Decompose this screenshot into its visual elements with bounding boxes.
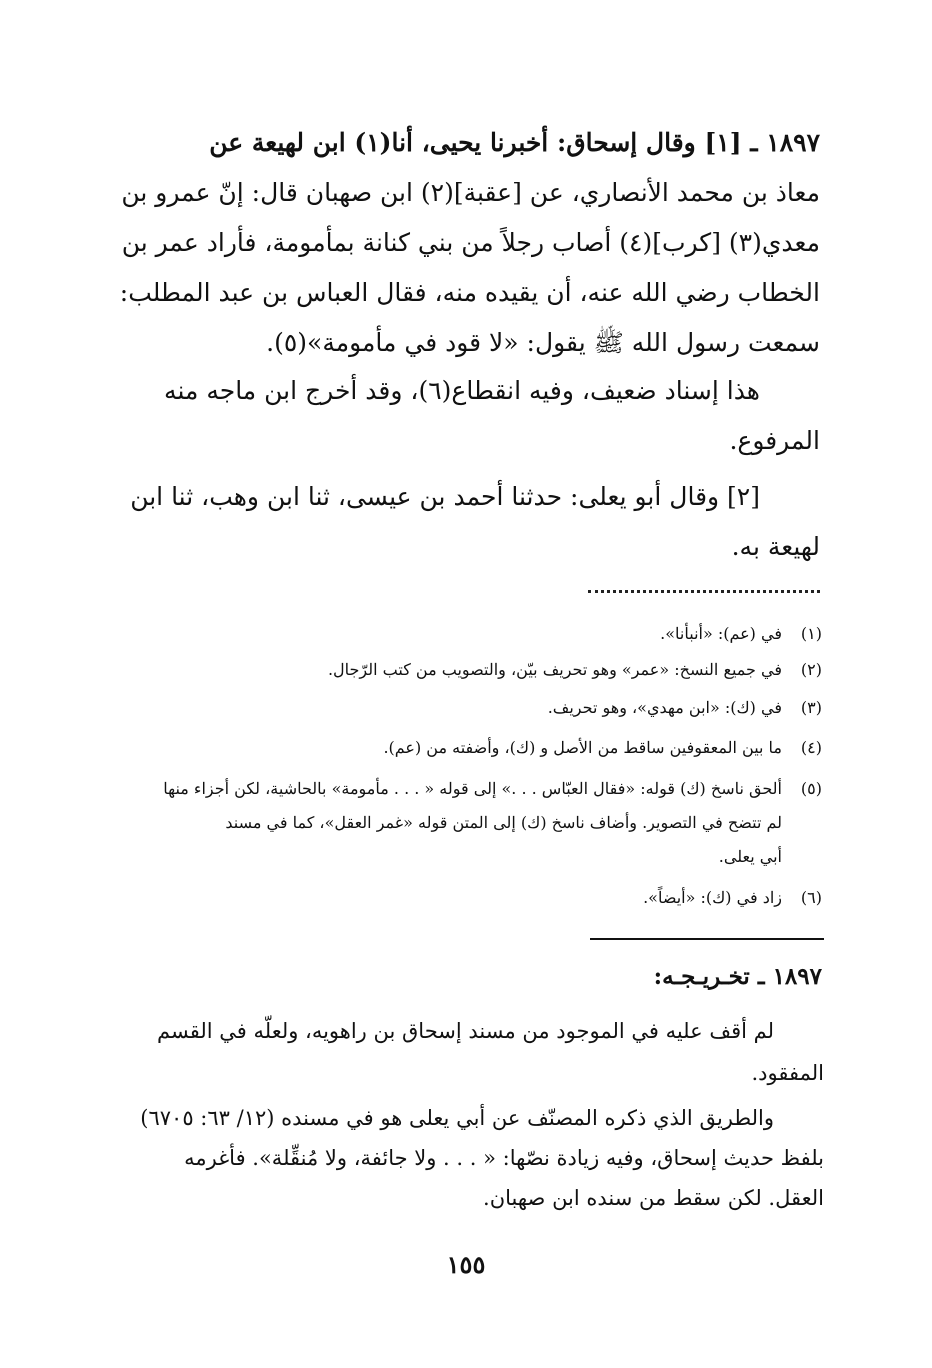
text-line: لم أقف عليه في الموجود من مسند إسحاق بن راهويه، ولعلّه في القسم xyxy=(157,1019,774,1043)
footnote-1 xyxy=(100,620,822,656)
text-line: المفقود. xyxy=(751,1061,824,1085)
takhrij-paragraph-1 xyxy=(104,1010,824,1094)
footnote-text: ما بين المعقوفين ساقط من الأصل و (ك)، وأضفته من (عم). xyxy=(383,738,782,757)
text-line: بلفظ حديث إسحاق، وفيه زيادة نصّها: « . . . ولا جائفة، ولا مُنقِّلة». فأغرمه xyxy=(184,1146,824,1170)
footnote-text: في (عم): «أنبأنا». xyxy=(660,624,782,643)
footnote-2 xyxy=(100,656,822,692)
footnote-text: في جميع النسخ: «عمر» وهو تحريف بيّن، والتصويب من كتب الرّجال. xyxy=(327,660,782,679)
text-line: لهيعة به. xyxy=(731,532,820,561)
section-rule xyxy=(590,938,824,940)
footnote-5 xyxy=(100,772,822,874)
footnote-4 xyxy=(100,734,822,770)
text-line: [٢] وقال أبو يعلى: حدثنا أحمد بن عيسى، ثنا ابن وهب، ثنا ابن xyxy=(130,482,760,511)
footnote-number: (٤) xyxy=(800,738,822,757)
hadith-paragraph-2 xyxy=(100,366,820,466)
footnote-number: (٥) xyxy=(800,779,822,798)
text-line: الخطاب رضي الله عنه، أن يقيده منه، فقال العباس بن عبد المطلب: xyxy=(119,278,820,307)
text-line: المرفوع. xyxy=(729,426,820,455)
text-line: معدي(٣) [كرب](٤) أصاب رجلاً من بني كنانة بمأمومة، فأراد عمر بن xyxy=(121,228,820,257)
text-line: العقل. لكن سقط من سنده ابن صهبان. xyxy=(483,1186,824,1210)
footnote-number: (٣) xyxy=(800,698,822,717)
text-line: معاذ بن محمد الأنصاري، عن [عقبة](٢) ابن صهبان قال: إنّ عمرو بن xyxy=(121,178,820,207)
takhrij-heading: ١٨٩٧ ـ تخـريـجـه: xyxy=(653,963,822,990)
footnote-number: (٦) xyxy=(800,888,822,907)
footnote-3 xyxy=(100,694,822,730)
text-line: سمعت رسول الله ﷺ يقول: «لا قود في مأمومة»(٥). xyxy=(266,328,820,357)
footnote-text: لم تتضح في التصوير. وأضاف ناسخ (ك) إلى المتن قوله «غمر العقل»، كما في مسند xyxy=(225,813,782,832)
text-line: والطريق الذي ذكره المصنّف عن أبي يعلى هو في مسنده (١٢/ ٦٣: ٦٧٠٥) xyxy=(140,1106,774,1130)
footnote-number: (١) xyxy=(800,624,822,643)
hadith-paragraph-3 xyxy=(100,472,820,572)
takhrij-paragraph-2 xyxy=(104,1098,824,1218)
text-line: ١٨٩٧ ـ [١] وقال إسحاق: أخبرنا يحيى، أنا(١) ابن لهيعة عن xyxy=(209,128,820,157)
hadith-paragraph-1 xyxy=(100,118,820,368)
footnote-text: زاد في (ك): «أيضاً». xyxy=(643,888,782,907)
footnote-text: ألحق ناسخ (ك) قوله: «فقال العبّاس . . .» إلى قوله « . . . مأمومة» بالحاشية، لكن أجزاء منها xyxy=(163,779,782,798)
footnote-text: أبي يعلى. xyxy=(718,847,782,866)
text-line: هذا إسناد ضعيف، وفيه انقطاع(٦)، وقد أخرج ابن ماجه منه xyxy=(164,376,760,405)
footnote-number: (٢) xyxy=(800,660,822,679)
footnote-6 xyxy=(100,884,822,920)
footnote-text: في (ك): «ابن مهدي»، وهو تحريف. xyxy=(547,698,782,717)
page-number: ١٥٥ xyxy=(446,1250,486,1279)
footnote-separator xyxy=(588,590,820,593)
